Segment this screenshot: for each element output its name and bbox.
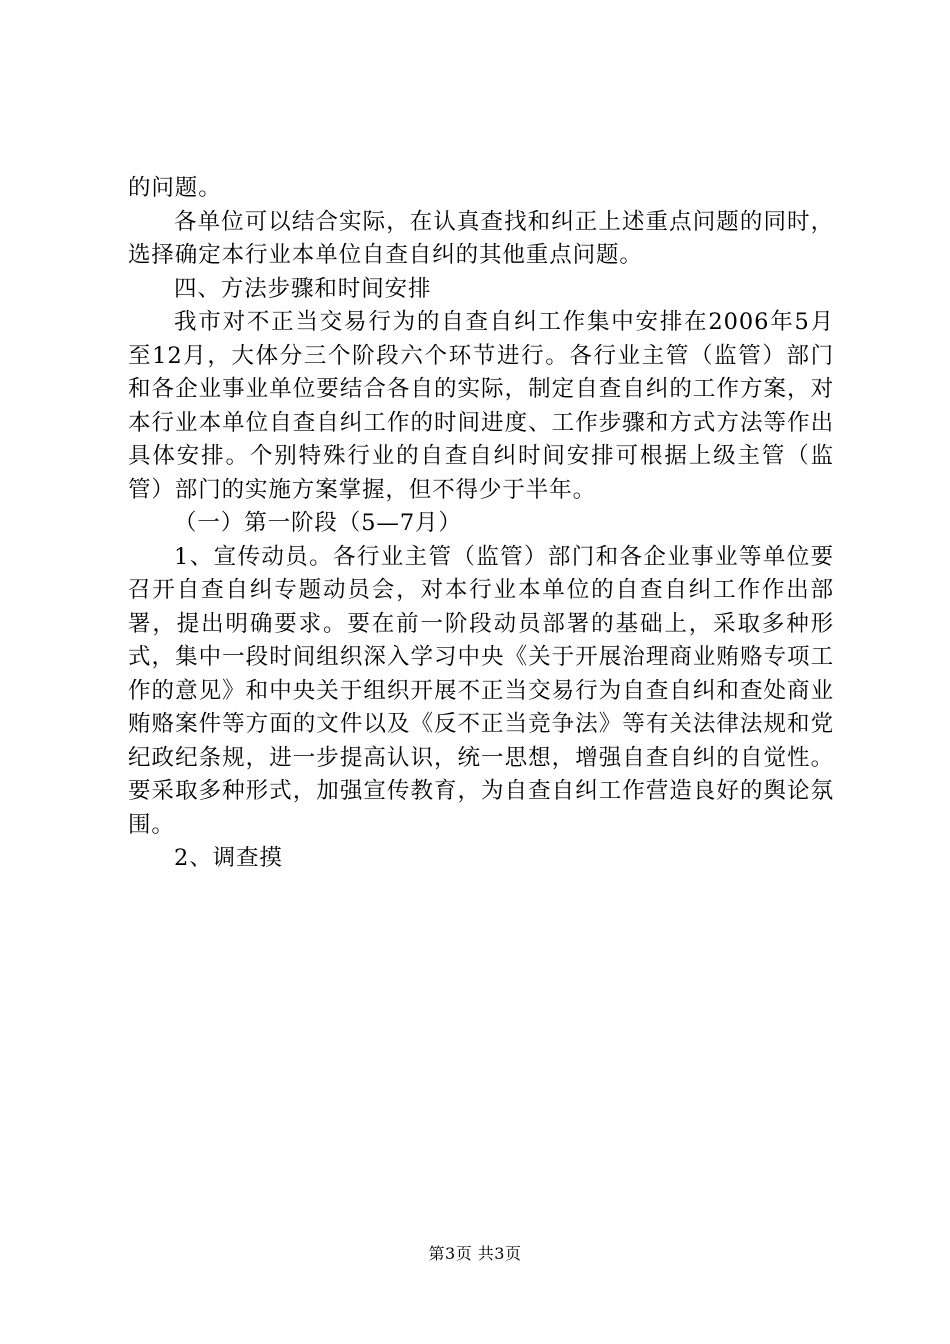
document-body — [128, 172, 834, 876]
paragraph-1: 的问题。 — [128, 175, 222, 201]
paragraph-2: 各单位可以结合实际，在认真查找和纠正上述重点问题的同时，选择确定本行业本单位自查自纠的其他重点问题。 — [128, 208, 834, 268]
paragraph-4: 我市对不正当交易行为的自查自纠工作集中安排在2006年5月至12月，大体分三个阶段六个环节进行。各行业主管（监管）部门和各企业事业单位要结合各自的实际，制定自查自纠的工作方案，对本行业本单位自查自纠工作的时间进度、工作步骤和方式方法等作出具体安排。个别特殊行业的自查自纠时间安排可根据上级主管（监管）部门的实施方案掌握，但不得少于半年。 — [128, 309, 834, 503]
subsection-heading: （一）第一阶段（5—7月） — [174, 510, 462, 536]
paragraph-7: 2、调查摸 — [174, 845, 283, 871]
paragraph-6: 1、宣传动员。各行业主管（监管）部门和各企业事业等单位要召开自查自纠专题动员会，对本行业本单位的自查自纠工作作出部署，提出明确要求。要在前一阶段动员部署的基础上，采取多种形式，集中一段时间组织深入学习中央《关于开展治理商业贿赂专项工作的意见》和中央关于组织开展不正当交易行为自查自纠和查处商业贿赂案件等方面的文件以及《反不正当竞争法》等有关法律法规和党纪政纪条规，进一步提高认识，统一思想，增强自查自纠的自觉性。要采取多种形式，加强宣传教育，为自查自纠工作营造良好的舆论氛围。 — [128, 543, 834, 838]
page-footer: 第3页 共3页 — [428, 1244, 522, 1263]
section-heading: 四、方法步骤和时间安排 — [174, 275, 432, 302]
